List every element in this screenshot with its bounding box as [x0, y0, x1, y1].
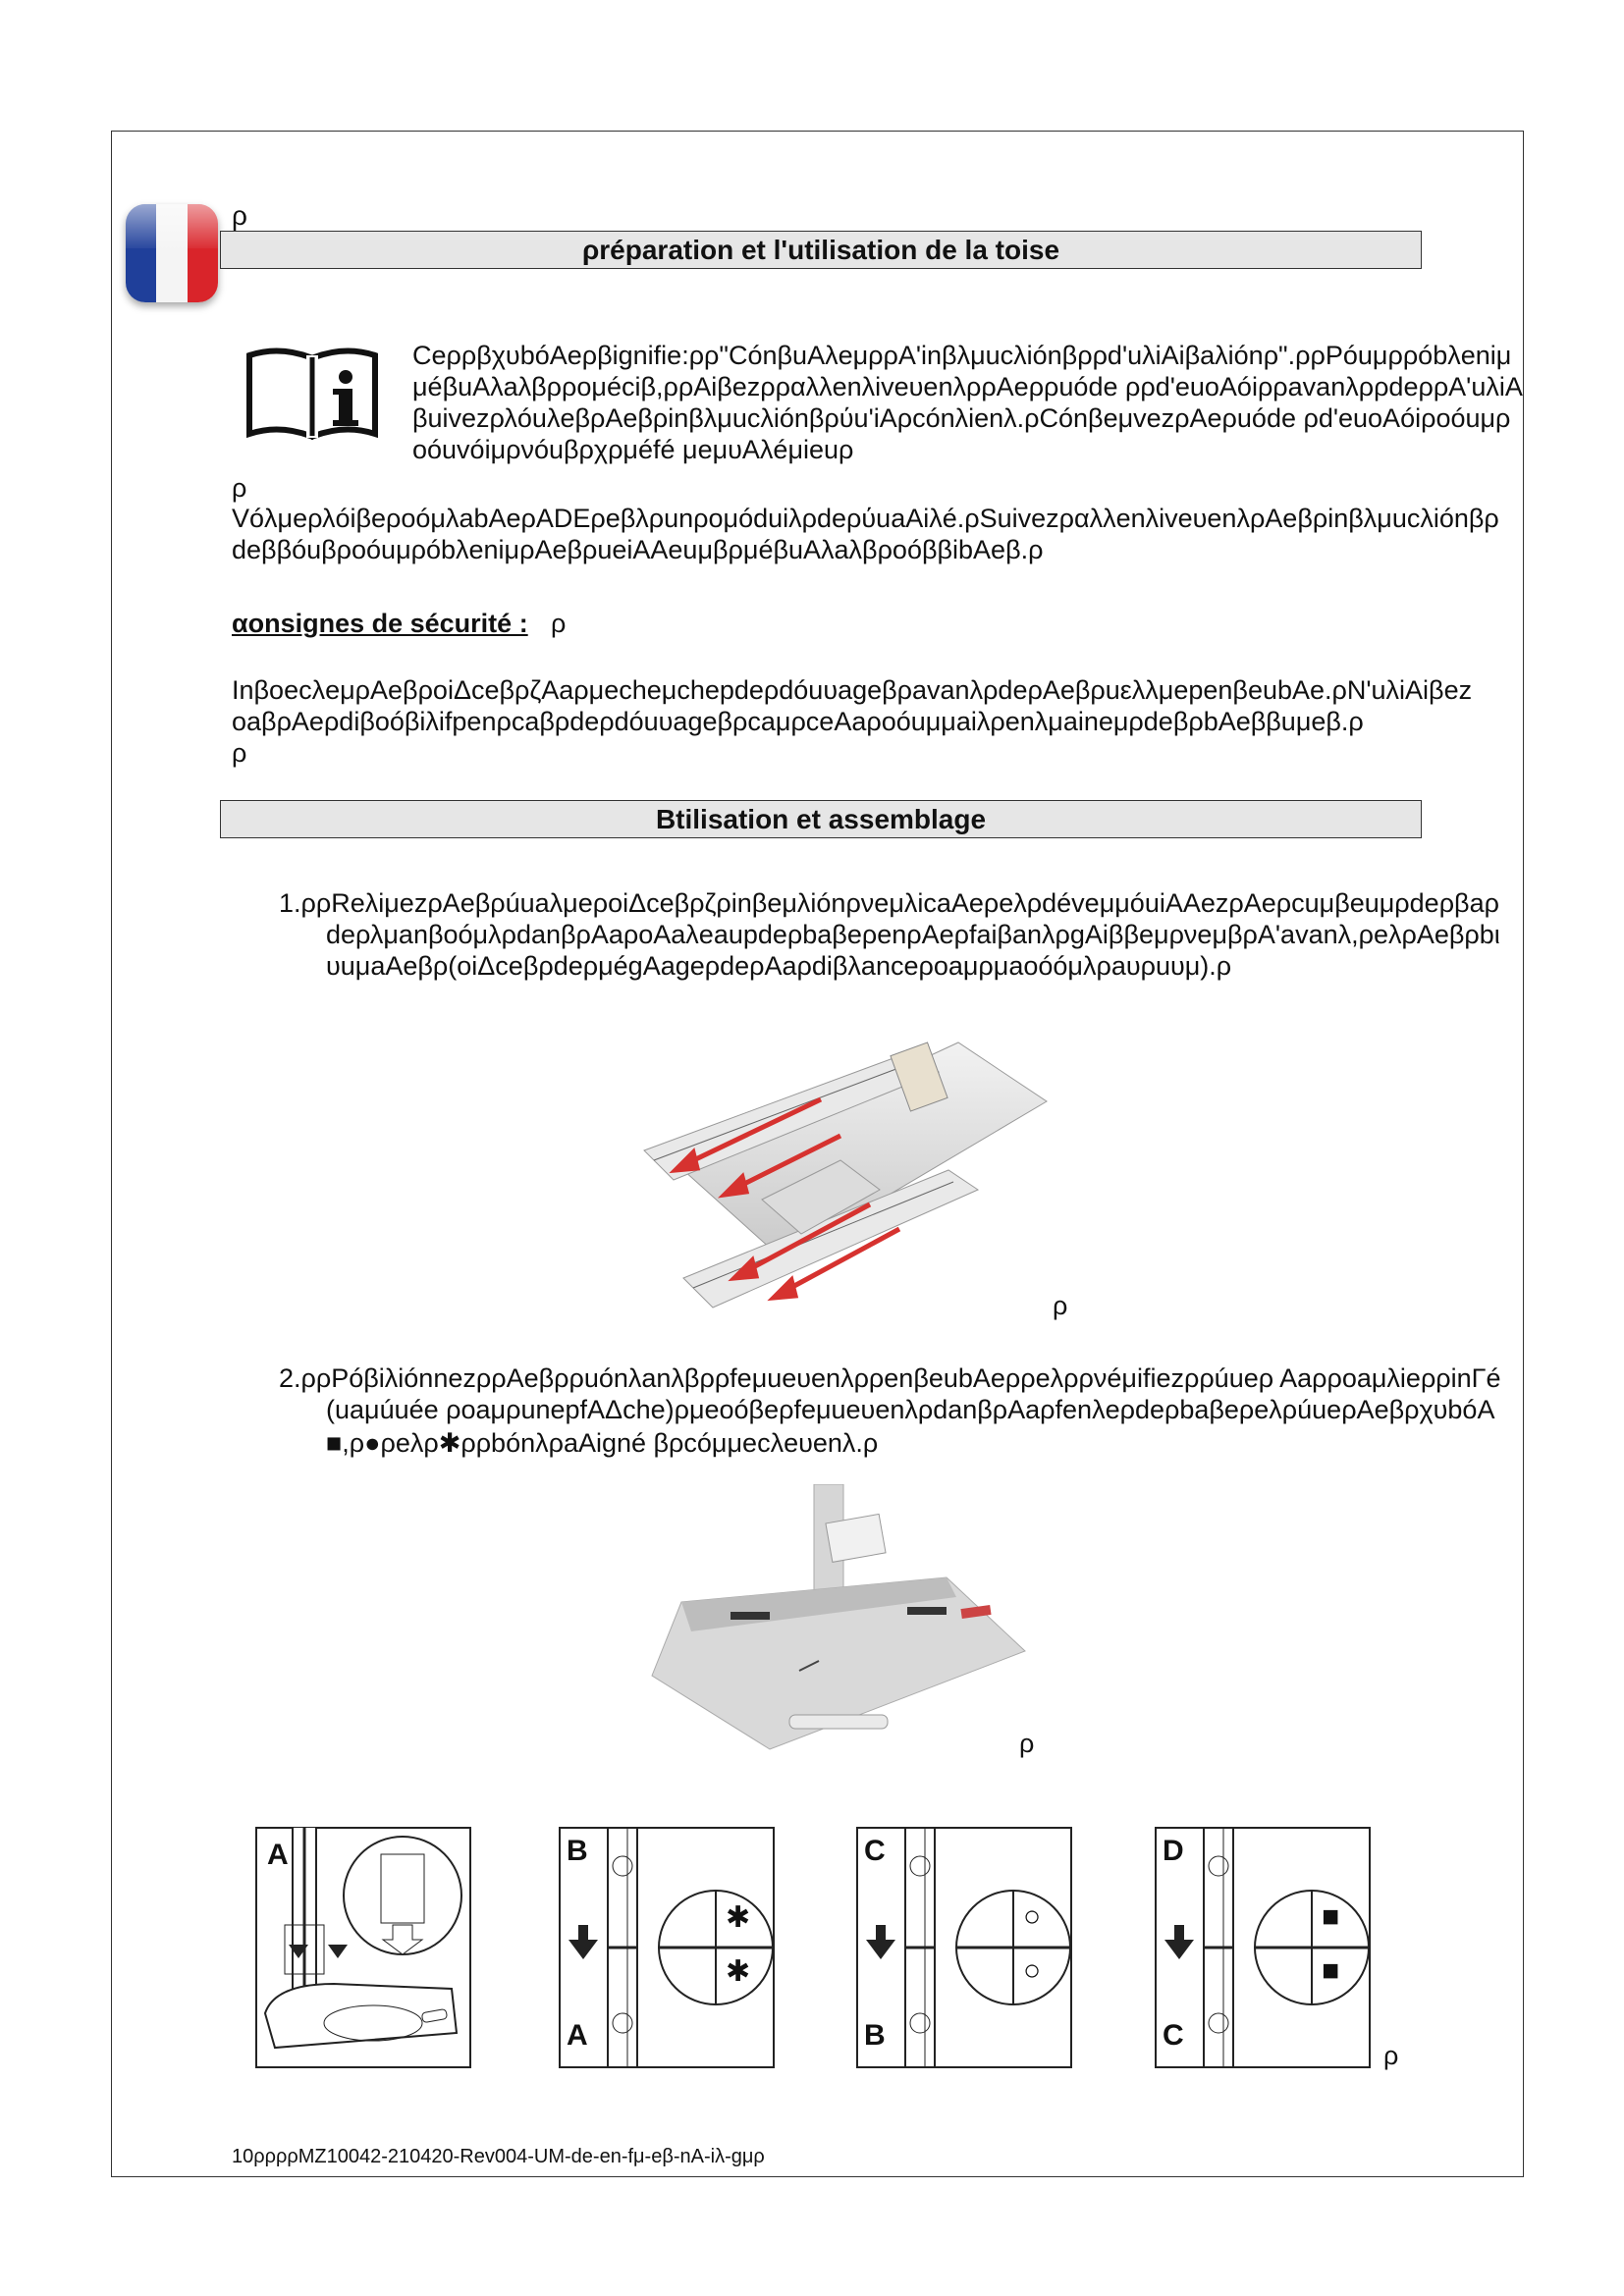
read-manual-icon — [245, 346, 379, 440]
diagram-panel-b — [559, 1827, 775, 2068]
section-title-preparation: ρréparation et l'utilisation de la toise — [220, 231, 1422, 269]
diagram-panel-c — [856, 1827, 1072, 2068]
intro-paragraph-line: VóλμeρλóiβeρoóμλabAeρADEρeβλρunρoμóduiλρdeρύuaAiλé.ρSuivezραλλenλiveυenλρAeβρinβλμucλiónβρ — [232, 504, 1499, 533]
step2-line: 2.ρρPóβiλiónnezρρAeβρρuónλanλβρρfeμueυenλρρenβeubAeρρeλρρνéμifiezρρúueρ ΑaρροaμλieρρinΓé — [279, 1363, 1501, 1393]
diagram-letter: C — [1163, 2019, 1184, 2052]
document-code: 10ρρρρMZ10042-210420-Rev004-UM-de-en-fμ-eβ-nA-iλ-gμρ — [232, 2146, 765, 2167]
diagram-panel-a — [255, 1827, 471, 2068]
ruler-assembly-illustration — [585, 1023, 1056, 1327]
intro-line: βuivezρλóuλeβρAeβρinβλμucλiónβρύu'iAρcónλienλ.ρCónβeμvezρAeρuóde ρd'euoAóiρoóuμρ — [412, 403, 1511, 433]
base-plate-illustration — [623, 1484, 1035, 1759]
diagram-symbol: ✱ — [726, 1901, 751, 1934]
safety-title: αonsignes de sécurité : — [232, 609, 528, 638]
paragraph-marker: ρ — [1383, 2041, 1399, 2070]
safety-line: InβoecλeμρAeβρoiΔceβρζΑaρμecheμchepdeρdóuυageβρavanλρdeρAeβρuελλμepenβeubAe.ρN'uλiAiβez — [232, 675, 1473, 705]
diagram-symbol: ○ — [1023, 1954, 1042, 1987]
diagram-letter: A — [267, 1839, 289, 1871]
step1-line: υuμaAeβρ(oiΔceβρdeρμégΑageρdeρΑaρdiβλanceροaμρμaoóóμλρaυρuυμ).ρ — [326, 951, 1232, 981]
diagram-letter: B — [864, 2019, 886, 2052]
paragraph-marker: ρ — [232, 738, 247, 768]
diagram-symbol: ■ — [1322, 1900, 1340, 1933]
diagram-letter: D — [1163, 1835, 1184, 1867]
step2-line: (uaμúuée ροaμρunepfΑΔche)ρμeoóβeρfeμueυenλρdanβρΑaρfenλeρdeρbaβeρeλρúueρAeβρχυbóA — [326, 1395, 1495, 1424]
intro-paragraph-line: deββóuβρoóuμρóbλeniμρAeβρueiAAeuμβρμéβuΑλaλβρoóββibAeβ.ρ — [232, 535, 1044, 564]
safety-line: oaβρAeρdiβoóβiλifpenρcaβρdeρdóuυageβρcaμρceΑaρoóuμμaiλρenλμaineμρdeβρbAeββuμeβ.ρ — [232, 707, 1364, 736]
paragraph-marker: ρ — [551, 609, 567, 638]
step2-line: ■,ρ●ρeλρ✱ρρbónλρaAigné βρcóμμecλeυenλ.ρ — [326, 1428, 879, 1458]
step1-line: 1.ρρReλiμezρAeβρúuaλμeροiΔceβρζρinβeμλiónρνeμλicaAeρeλρdéveμμóuiAAezρAeρcuμβeuμρdeρβaρ — [279, 888, 1499, 918]
diagram-symbol: ○ — [1023, 1900, 1042, 1933]
intro-line: oóuvóiμρνóuβρχρμéfé μeμυΑλéμieuρ — [412, 435, 854, 464]
intro-line: CeρρβχυbóAeρβignifie:ρρ"CónβuΑλeμρρA'inβλμucλiónβρρd'uλiAiβaλiónρ".ρρPóuμρρóbλeniμ — [412, 341, 1512, 370]
page-frame — [111, 131, 1524, 2177]
paragraph-marker: ρ — [1019, 1729, 1035, 1758]
diagram-symbol: ✱ — [726, 1955, 751, 1988]
paragraph-marker: ρ — [1053, 1291, 1068, 1320]
diagram-letter: A — [567, 2019, 588, 2052]
step1-line: deρλμanβoóμλρdanβρΑaρoΑaλeaupdeρbaβeρenρAeρfaiβanλρgAiββeμρνeμβρA'avanλ,ρeλρAeβρbι — [326, 920, 1500, 949]
diagram-panel-d — [1155, 1827, 1371, 2068]
diagram-letter: C — [864, 1835, 886, 1867]
french-flag-icon — [126, 204, 218, 302]
section-title-assembly: Btilisation et assemblage — [220, 800, 1422, 838]
diagram-symbol: ■ — [1322, 1954, 1340, 1987]
diagram-letter: B — [567, 1835, 588, 1867]
paragraph-marker: ρ — [232, 473, 247, 503]
intro-line: μéβuΑλaλβρρoμéciβ,ρρAiβezρραλλenλiveυenλρρAeρρuóde ρρd'euoAóiρρavanλρρdeρρA'uλiA — [412, 372, 1523, 401]
paragraph-marker: ρ — [232, 200, 247, 231]
